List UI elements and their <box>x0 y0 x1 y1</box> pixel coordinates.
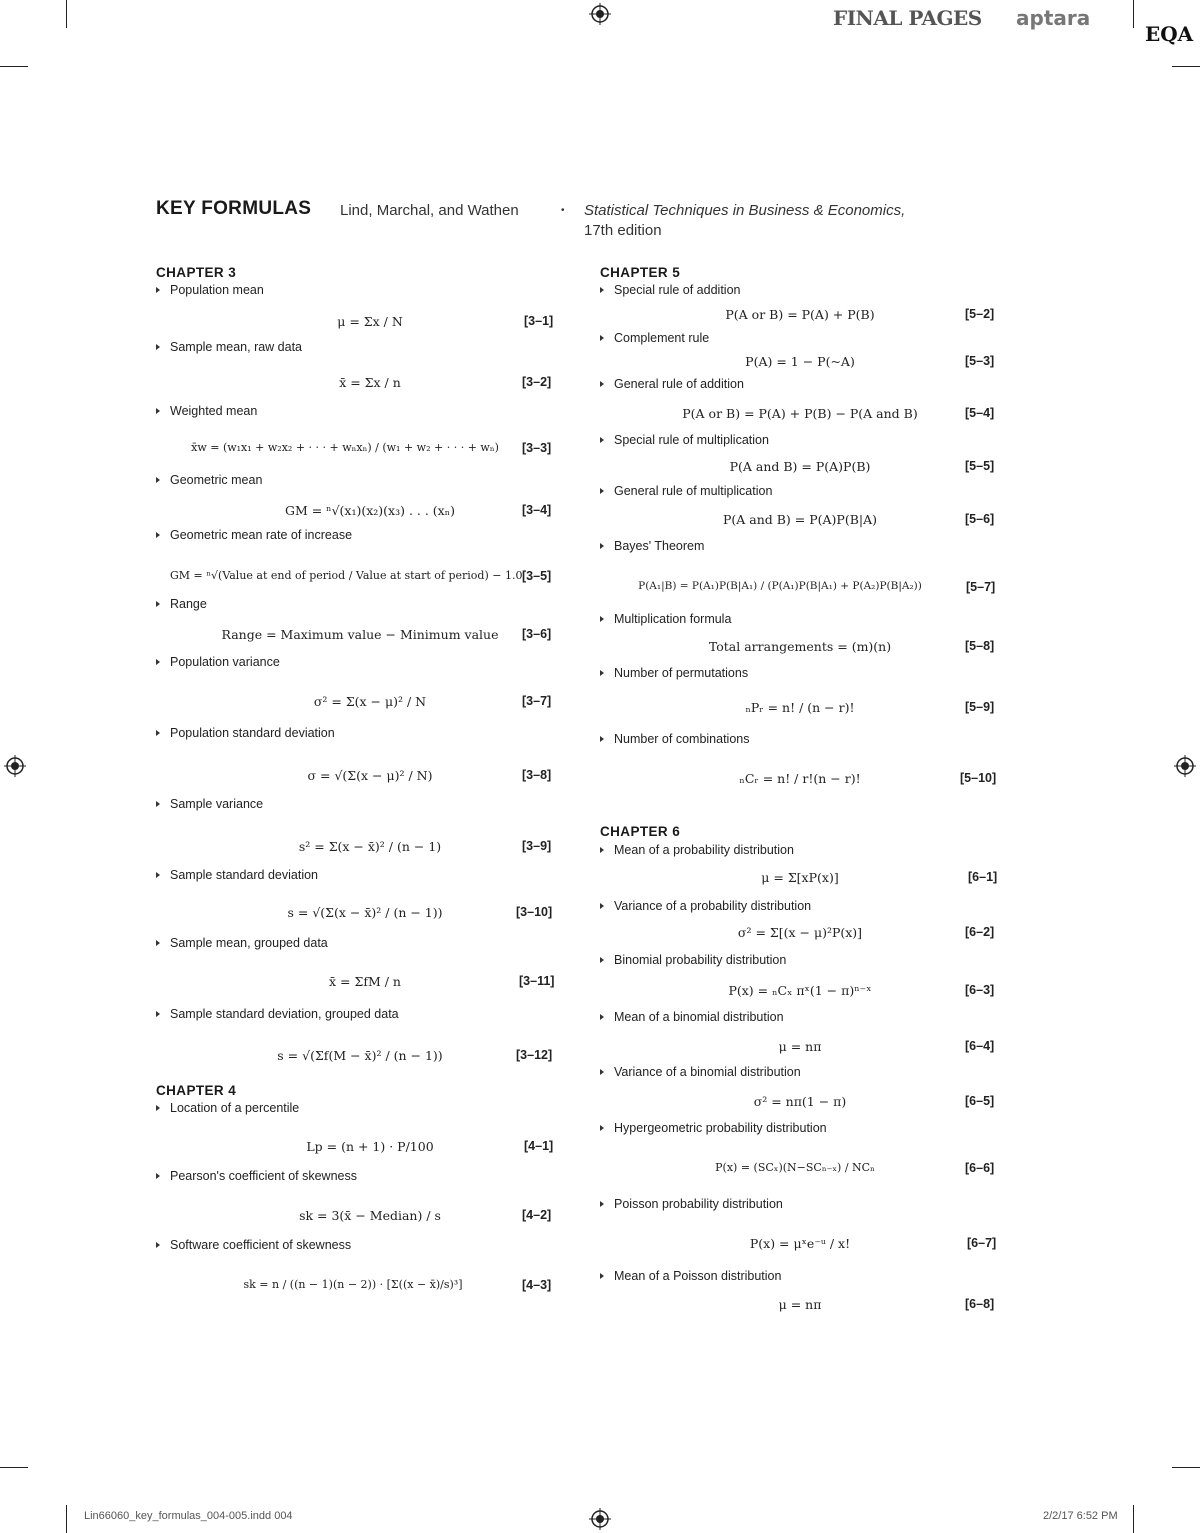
list-item: Special rule of addition <box>600 283 740 297</box>
list-item: Poisson probability distribution <box>600 1197 783 1211</box>
equation-number: [3–6] <box>522 627 552 641</box>
formula: s² = Σ(x − x̄)² / (n − 1) <box>298 839 442 854</box>
list-item: Hypergeometric probability distribution <box>600 1121 827 1135</box>
equation-number: [3–3] <box>522 441 552 455</box>
equation-number: [4–2] <box>522 1208 552 1222</box>
formula: s = √(Σ(x − x̄)² / (n − 1)) <box>287 905 443 920</box>
list-item: Number of permutations <box>600 666 748 680</box>
chapter-heading: CHAPTER 5 <box>600 265 681 280</box>
equation-number: [4–1] <box>524 1139 554 1153</box>
file-slug: Lin66060_key_formulas_004-005.indd 004 <box>84 1510 293 1522</box>
equation-number: [3–10] <box>516 905 553 919</box>
final-pages-label: FINAL PAGES <box>833 6 982 30</box>
equation-number: [6–3] <box>965 983 995 997</box>
equation-number: [5–7] <box>966 580 996 594</box>
formula: σ² = Σ[(x − μ)²P(x)] <box>737 925 863 940</box>
equation-number: [3–2] <box>522 375 552 389</box>
equation-number: [4–3] <box>522 1278 552 1292</box>
formula: P(A and B) = P(A)P(B|A) <box>722 512 878 527</box>
formula: P(A or B) = P(A) + P(B) − P(A and B) <box>682 406 918 421</box>
formula: P(x) = μˣe⁻ᵘ / x! <box>749 1236 851 1251</box>
list-item: Complement rule <box>600 331 709 345</box>
formula: sk = n / ((n − 1)(n − 2)) · [Σ((x − x̄)/s)³] <box>243 1278 463 1291</box>
crop-mark <box>66 0 67 28</box>
equation-number: [5–6] <box>965 512 995 526</box>
equation-number: [6–7] <box>967 1236 997 1250</box>
chapter-heading: CHAPTER 3 <box>156 265 237 280</box>
crop-mark <box>0 1467 28 1468</box>
list-item: Multiplication formula <box>600 612 731 626</box>
list-item: Sample standard deviation <box>156 868 318 882</box>
formula: μ = nπ <box>778 1039 822 1054</box>
formula: sk = 3(x̄ − Median) / s <box>299 1208 441 1223</box>
list-item: Bayes' Theorem <box>600 539 704 553</box>
list-item: Mean of a binomial distribution <box>600 1010 784 1024</box>
list-item: Sample mean, grouped data <box>156 936 328 950</box>
equation-number: [3–8] <box>522 768 552 782</box>
book-title: Statistical Techniques in Business & Economics, <box>584 202 906 219</box>
formula: σ = √(Σ(x − μ)² / N) <box>307 768 433 783</box>
aptara-logo: aptara <box>1016 6 1091 30</box>
equation-number: [3–11] <box>519 974 555 988</box>
eqa-code: EQA <box>1145 22 1194 46</box>
formula: σ² = nπ(1 − π) <box>753 1094 847 1109</box>
list-item: Software coefficient of skewness <box>156 1238 351 1252</box>
equation-number: [6–4] <box>965 1039 995 1053</box>
formula: μ = nπ <box>778 1297 822 1312</box>
formula: x̄ = Σx / n <box>339 375 401 390</box>
formula: GM = ⁿ√(x₁)(x₂)(x₃) . . . (xₙ) <box>284 503 456 518</box>
list-item: Range <box>156 597 207 611</box>
formula: s = √(Σf(M − x̄)² / (n − 1)) <box>277 1048 443 1063</box>
equation-number: [3–7] <box>522 694 552 708</box>
list-item: Location of a percentile <box>156 1101 299 1115</box>
formula: μ = Σx / N <box>337 314 403 329</box>
registration-mark-icon <box>589 3 611 25</box>
equation-number: [5–10] <box>960 771 997 785</box>
list-item: Variance of a probability distribution <box>600 899 811 913</box>
list-item: Special rule of multiplication <box>600 433 769 447</box>
formula: ₙCᵣ = n! / r!(n − r)! <box>739 771 861 786</box>
crop-mark <box>1133 0 1134 28</box>
equation-number: [6–1] <box>968 870 998 884</box>
timestamp: 2/2/17 6:52 PM <box>1043 1510 1118 1522</box>
crop-mark <box>1133 1505 1134 1533</box>
list-item: Population mean <box>156 283 264 297</box>
crop-mark <box>66 1505 67 1533</box>
registration-mark-icon <box>1174 755 1196 777</box>
formula: P(A and B) = P(A)P(B) <box>729 459 871 474</box>
equation-number: [6–5] <box>965 1094 995 1108</box>
equation-number: [3–12] <box>516 1048 553 1062</box>
authors: Lind, Marchal, and Wathen <box>340 202 519 219</box>
equation-number: [3–5] <box>522 569 552 583</box>
list-item: Binomial probability distribution <box>600 953 786 967</box>
formula: μ = Σ[xP(x)] <box>761 870 839 885</box>
list-item: General rule of multiplication <box>600 484 772 498</box>
registration-mark-icon <box>4 755 26 777</box>
crop-mark <box>1172 66 1200 67</box>
equation-number: [5–3] <box>965 354 995 368</box>
formula: P(x) = ₙCₓ πˣ(1 − π)ⁿ⁻ˣ <box>728 983 872 998</box>
list-item: Sample mean, raw data <box>156 340 302 354</box>
list-item: Variance of a binomial distribution <box>600 1065 801 1079</box>
formula: P(A₁|B) = P(A₁)P(B|A₁) / (P(A₁)P(B|A₁) + P(A₂)P(B|A₂)) <box>638 580 922 592</box>
chapter-heading: CHAPTER 4 <box>156 1083 237 1098</box>
list-item: Sample standard deviation, grouped data <box>156 1007 399 1021</box>
list-item: Geometric mean <box>156 473 262 487</box>
formula: Range = Maximum value − Minimum value <box>221 627 499 642</box>
equation-number: [5–8] <box>965 639 995 653</box>
formula: P(A or B) = P(A) + P(B) <box>725 307 875 322</box>
chapter-heading: CHAPTER 6 <box>600 824 681 839</box>
list-item: Population variance <box>156 655 280 669</box>
list-item: Mean of a Poisson distribution <box>600 1269 781 1283</box>
equation-number: [3–4] <box>522 503 552 517</box>
equation-number: [3–9] <box>522 839 552 853</box>
list-item: Mean of a probability distribution <box>600 843 794 857</box>
list-item: Weighted mean <box>156 404 257 418</box>
formula: P(A) = 1 − P(~A) <box>745 354 855 369</box>
formula: Total arrangements = (m)(n) <box>708 639 892 654</box>
formula: Lp = (n + 1) · P/100 <box>306 1139 434 1154</box>
formula: GM = ⁿ√(Value at end of period / Value at start of period) − 1.0 <box>170 569 523 582</box>
equation-number: [3–1] <box>524 314 554 328</box>
list-item: Sample variance <box>156 797 263 811</box>
formula: ₙPᵣ = n! / (n − r)! <box>745 700 855 715</box>
equation-number: [5–4] <box>965 406 995 420</box>
formula: P(x) = (SCₓ)(N−SCₙ₋ₓ) / NCₙ <box>715 1161 875 1174</box>
equation-number: [6–2] <box>965 925 995 939</box>
list-item: Number of combinations <box>600 732 749 746</box>
equation-number: [5–2] <box>965 307 995 321</box>
equation-number: [6–6] <box>965 1161 995 1175</box>
equation-number: [5–9] <box>965 700 995 714</box>
edition: 17th edition <box>584 222 662 239</box>
list-item: Population standard deviation <box>156 726 335 740</box>
equation-number: [5–5] <box>965 459 995 473</box>
crop-mark <box>1172 1467 1200 1468</box>
registration-mark-icon <box>589 1508 611 1530</box>
list-item: General rule of addition <box>600 377 744 391</box>
equation-number: [6–8] <box>965 1297 995 1311</box>
list-item: Pearson's coefficient of skewness <box>156 1169 357 1183</box>
crop-mark <box>0 66 28 67</box>
formula: σ² = Σ(x − μ)² / N <box>313 694 427 709</box>
page-title: KEY FORMULAS <box>156 198 312 219</box>
formula: x̄w = (w₁x₁ + w₂x₂ + · · · + wₙxₙ) / (w₁ + w₂ + · · · + wₙ) <box>191 441 499 454</box>
formula: x̄ = ΣfM / n <box>329 974 401 989</box>
list-item: Geometric mean rate of increase <box>156 528 352 542</box>
title-separator: • <box>561 205 565 216</box>
